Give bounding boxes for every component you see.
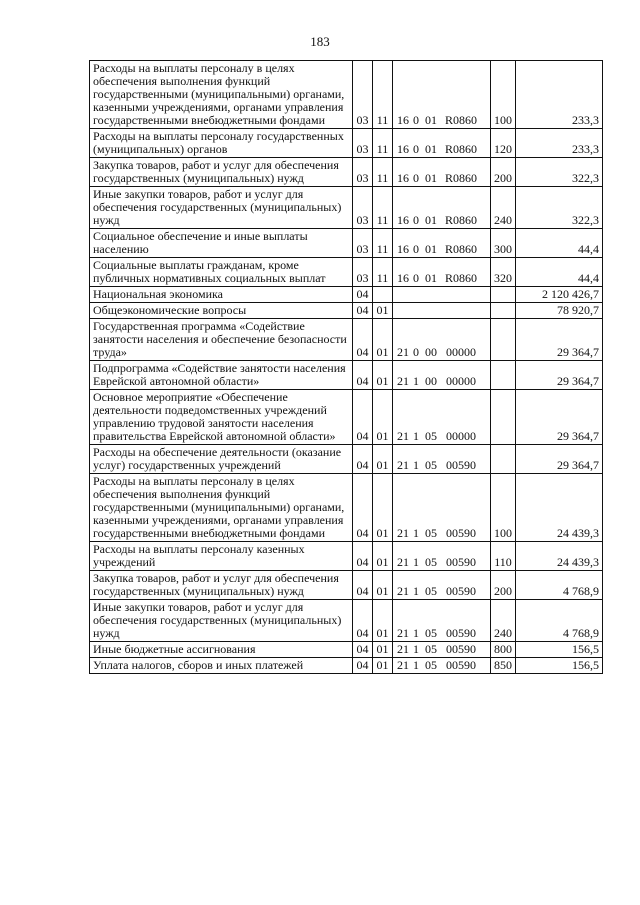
subprogram-code: 1: [413, 584, 419, 598]
subsection-code: 01: [373, 642, 393, 658]
target-article-code: [393, 474, 491, 542]
subsection-code: 01: [373, 445, 393, 474]
table-row: [90, 158, 603, 187]
expense-type-code: 320: [491, 258, 516, 287]
row-name: Социальное обеспечение и иные выплаты населению: [90, 229, 353, 258]
subsection-code: 11: [373, 61, 393, 129]
target-article-code: [393, 258, 491, 287]
row-name: Закупка товаров, работ и услуг для обеспечения государственных (муниципальных) нужд: [90, 571, 353, 600]
activity-code: 01: [425, 142, 437, 156]
expense-type-code: [491, 303, 516, 319]
subprogram-code: 1: [413, 642, 419, 656]
direction-code: 00590: [446, 555, 476, 569]
row-name: Расходы на выплаты персоналу казенных учреждений: [90, 542, 353, 571]
row-name: Расходы на выплаты персоналу в целях обеспечения выполнения функций государственными (муниципальными) органами, казенными учреждениями, органами управления государственными внебюджетными фондами: [90, 474, 353, 542]
subprogram-code: 0: [413, 345, 419, 359]
table-row: [90, 303, 603, 319]
program-code: 16: [397, 213, 409, 227]
program-code: 21: [397, 374, 409, 388]
direction-code: 00000: [446, 345, 476, 359]
amount: 233,3: [516, 61, 603, 129]
direction-code: 00000: [446, 429, 476, 443]
program-code: 16: [397, 271, 409, 285]
amount: 156,5: [516, 642, 603, 658]
program-code: 16: [397, 142, 409, 156]
subprogram-code: 1: [413, 626, 419, 640]
target-article-code: [393, 319, 491, 361]
expense-type-code: 100: [491, 61, 516, 129]
section-code: 04: [353, 658, 373, 674]
row-name: Национальная экономика: [90, 287, 353, 303]
target-article-code: [393, 390, 491, 445]
subsection-code: [373, 287, 393, 303]
program-code: 21: [397, 555, 409, 569]
row-name: Расходы на выплаты персоналу в целях обеспечения выполнения функций государственными (муниципальными) органами, казенными учреждениями, органами управления государственными внебюджетными фондами: [90, 61, 353, 129]
amount: 29 364,7: [516, 445, 603, 474]
row-name: Основное мероприятие «Обеспечение деятельности подведомственных учреждений управлению трудовой занятости населения правительства Еврейской автономной области»: [90, 390, 353, 445]
amount: 156,5: [516, 658, 603, 674]
activity-code: 05: [425, 429, 437, 443]
table-row: [90, 187, 603, 229]
table-row: [90, 229, 603, 258]
direction-code: R0860: [444, 113, 477, 127]
row-name: Общеэкономические вопросы: [90, 303, 353, 319]
target-article-code: [393, 129, 491, 158]
direction-code: R0860: [444, 171, 477, 185]
target-article-code: [393, 642, 491, 658]
target-article-code: [393, 303, 491, 319]
target-article-code: [393, 187, 491, 229]
activity-code: 05: [425, 458, 437, 472]
target-article-code: [393, 445, 491, 474]
amount: 44,4: [516, 229, 603, 258]
section-code: 03: [353, 129, 373, 158]
direction-code: R0860: [444, 142, 477, 156]
subsection-code: 11: [373, 258, 393, 287]
subprogram-code: 1: [413, 374, 419, 388]
activity-code: 00: [425, 345, 437, 359]
activity-code: 05: [425, 555, 437, 569]
subsection-code: 01: [373, 303, 393, 319]
expense-type-code: 120: [491, 129, 516, 158]
expense-type-code: [491, 319, 516, 361]
amount: 2 120 426,7: [516, 287, 603, 303]
section-code: 04: [353, 445, 373, 474]
section-code: 04: [353, 390, 373, 445]
subsection-code: 01: [373, 600, 393, 642]
subsection-code: 01: [373, 390, 393, 445]
table-row: [90, 258, 603, 287]
amount: 44,4: [516, 258, 603, 287]
direction-code: 00590: [446, 626, 476, 640]
amount: 24 439,3: [516, 474, 603, 542]
amount: 29 364,7: [516, 319, 603, 361]
subprogram-code: 0: [413, 142, 419, 156]
program-code: 16: [397, 171, 409, 185]
subprogram-code: 0: [413, 113, 419, 127]
target-article-code: [393, 61, 491, 129]
expense-type-code: [491, 287, 516, 303]
section-code: 03: [353, 258, 373, 287]
expense-type-code: 240: [491, 600, 516, 642]
activity-code: 01: [425, 271, 437, 285]
subsection-code: 11: [373, 187, 393, 229]
expense-type-code: 200: [491, 571, 516, 600]
table-row: [90, 361, 603, 390]
activity-code: 01: [425, 213, 437, 227]
row-name: Закупка товаров, работ и услуг для обеспечения государственных (муниципальных) нужд: [90, 158, 353, 187]
section-code: 04: [353, 474, 373, 542]
amount: 233,3: [516, 129, 603, 158]
subprogram-code: 0: [413, 171, 419, 185]
row-name: Расходы на обеспечение деятельности (оказание услуг) государственных учреждений: [90, 445, 353, 474]
subprogram-code: 0: [413, 242, 419, 256]
direction-code: 00000: [446, 374, 476, 388]
expense-type-code: 800: [491, 642, 516, 658]
section-code: 04: [353, 361, 373, 390]
program-code: 21: [397, 526, 409, 540]
table-row: [90, 600, 603, 642]
activity-code: 00: [425, 374, 437, 388]
target-article-code: [393, 542, 491, 571]
row-name: Подпрограмма «Содействие занятости населения Еврейской автономной области»: [90, 361, 353, 390]
section-code: 03: [353, 158, 373, 187]
direction-code: R0860: [444, 242, 477, 256]
program-code: 16: [397, 242, 409, 256]
subprogram-code: 0: [413, 271, 419, 285]
row-name: Иные бюджетные ассигнования: [90, 642, 353, 658]
table-row: [90, 287, 603, 303]
table-row: [90, 642, 603, 658]
subprogram-code: 0: [413, 213, 419, 227]
row-name: Иные закупки товаров, работ и услуг для обеспечения государственных (муниципальных) нужд: [90, 600, 353, 642]
section-code: 04: [353, 600, 373, 642]
table-row: [90, 542, 603, 571]
direction-code: 00590: [446, 526, 476, 540]
target-article-code: [393, 287, 491, 303]
subprogram-code: 1: [413, 658, 419, 672]
amount: 4 768,9: [516, 571, 603, 600]
direction-code: 00590: [446, 658, 476, 672]
row-name: Расходы на выплаты персоналу государственных (муниципальных) органов: [90, 129, 353, 158]
activity-code: 01: [425, 171, 437, 185]
page-number: 183: [310, 34, 330, 49]
subsection-code: 01: [373, 361, 393, 390]
program-code: 21: [397, 345, 409, 359]
expense-type-code: 200: [491, 158, 516, 187]
subprogram-code: 1: [413, 526, 419, 540]
row-name: Государственная программа «Содействие занятости населения и обеспечение безопасности труда»: [90, 319, 353, 361]
row-name: Уплата налогов, сборов и иных платежей: [90, 658, 353, 674]
target-article-code: [393, 158, 491, 187]
subprogram-code: 1: [413, 458, 419, 472]
section-code: 04: [353, 542, 373, 571]
subsection-code: 01: [373, 474, 393, 542]
direction-code: 00590: [446, 642, 476, 656]
amount: 322,3: [516, 187, 603, 229]
table-row: [90, 445, 603, 474]
activity-code: 01: [425, 242, 437, 256]
section-code: 03: [353, 229, 373, 258]
subsection-code: 01: [373, 542, 393, 571]
expense-type-code: [491, 445, 516, 474]
table-row: [90, 61, 603, 129]
subsection-code: 11: [373, 229, 393, 258]
activity-code: 05: [425, 626, 437, 640]
direction-code: R0860: [444, 213, 477, 227]
table-row: [90, 319, 603, 361]
direction-code: 00590: [446, 458, 476, 472]
program-code: 21: [397, 458, 409, 472]
amount: 78 920,7: [516, 303, 603, 319]
activity-code: 05: [425, 584, 437, 598]
subsection-code: 01: [373, 571, 393, 600]
amount: 322,3: [516, 158, 603, 187]
section-code: 04: [353, 303, 373, 319]
table-row: [90, 571, 603, 600]
subprogram-code: 1: [413, 429, 419, 443]
target-article-code: [393, 600, 491, 642]
program-code: 16: [397, 113, 409, 127]
program-code: 21: [397, 584, 409, 598]
expense-type-code: [491, 361, 516, 390]
program-code: 21: [397, 626, 409, 640]
section-code: 04: [353, 642, 373, 658]
program-code: 21: [397, 642, 409, 656]
section-code: 03: [353, 187, 373, 229]
row-name: Социальные выплаты гражданам, кроме публичных нормативных социальных выплат: [90, 258, 353, 287]
subsection-code: 01: [373, 319, 393, 361]
section-code: 04: [353, 319, 373, 361]
row-name: Иные закупки товаров, работ и услуг для обеспечения государственных (муниципальных) нужд: [90, 187, 353, 229]
expense-type-code: [491, 390, 516, 445]
table-row: [90, 474, 603, 542]
direction-code: 00590: [446, 584, 476, 598]
amount: 4 768,9: [516, 600, 603, 642]
expense-type-code: 100: [491, 474, 516, 542]
expense-type-code: 300: [491, 229, 516, 258]
program-code: 21: [397, 658, 409, 672]
target-article-code: [393, 571, 491, 600]
amount: 29 364,7: [516, 361, 603, 390]
table-row: [90, 129, 603, 158]
section-code: 03: [353, 61, 373, 129]
activity-code: 05: [425, 642, 437, 656]
target-article-code: [393, 361, 491, 390]
expense-type-code: 850: [491, 658, 516, 674]
activity-code: 01: [425, 113, 437, 127]
amount: 29 364,7: [516, 390, 603, 445]
subsection-code: 01: [373, 658, 393, 674]
direction-code: R0860: [444, 271, 477, 285]
subsection-code: 11: [373, 158, 393, 187]
expense-type-code: 110: [491, 542, 516, 571]
amount: 24 439,3: [516, 542, 603, 571]
section-code: 04: [353, 571, 373, 600]
expense-type-code: 240: [491, 187, 516, 229]
activity-code: 05: [425, 658, 437, 672]
subprogram-code: 1: [413, 555, 419, 569]
table-row: [90, 658, 603, 674]
section-code: 04: [353, 287, 373, 303]
program-code: 21: [397, 429, 409, 443]
target-article-code: [393, 229, 491, 258]
activity-code: 05: [425, 526, 437, 540]
target-article-code: [393, 658, 491, 674]
table-row: [90, 390, 603, 445]
subsection-code: 11: [373, 129, 393, 158]
budget-table: [89, 60, 603, 674]
